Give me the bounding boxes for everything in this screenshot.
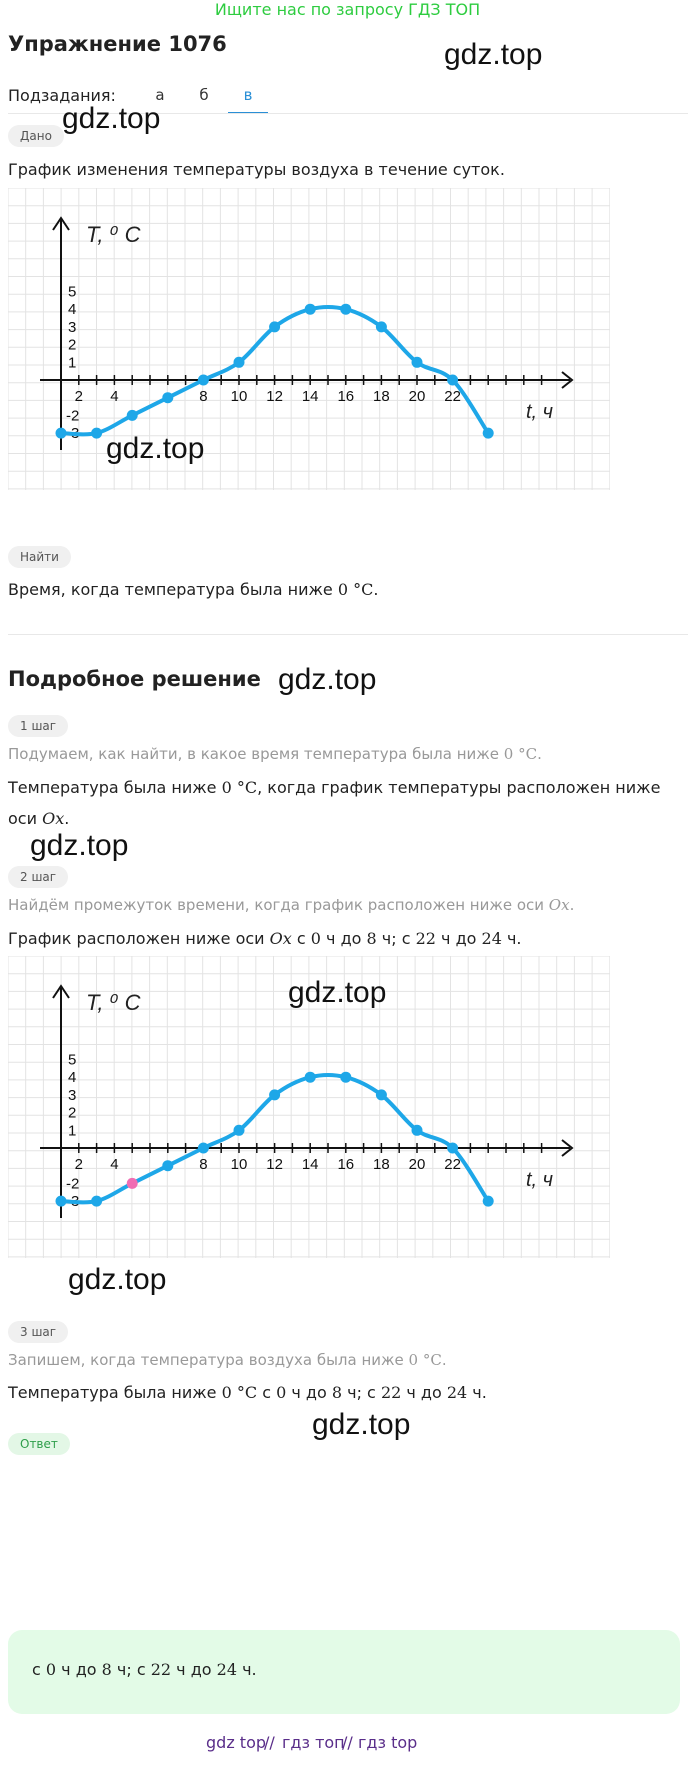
x-tick-label: 4 [110, 1156, 119, 1173]
y-axis-label: T, ⁰ C [86, 222, 141, 247]
watermark: gdz.top [62, 102, 161, 135]
x-tick-label: 20 [408, 1156, 426, 1173]
x-tick-label: 8 [199, 1156, 208, 1173]
x-tick-label: 16 [337, 1156, 355, 1173]
x-tick-label: 14 [301, 1156, 319, 1173]
step-2-hint: Найдём промежуток времени, когда график расположен ниже оси Ox. [8, 896, 575, 914]
data-point [447, 1143, 458, 1154]
watermark: gdz.top [106, 432, 205, 465]
x-tick-label: 12 [266, 388, 283, 405]
x-tick-label: 18 [373, 1156, 390, 1173]
data-point [198, 375, 209, 386]
data-point [127, 410, 138, 421]
step-1-body: Температура была ниже 0 °C, когда график температуры расположен ниже [8, 778, 661, 797]
x-tick-label: 12 [266, 1156, 283, 1173]
answer-text: с 0 ч до 8 ч; с 22 ч до 24 ч. [32, 1660, 257, 1679]
data-point [305, 304, 316, 315]
y-tick-label: -2 [66, 1175, 80, 1193]
given-badge: Дано [8, 125, 64, 147]
step-1-hint: Подумаем, как найти, в какое время температура была ниже 0 °C. [8, 745, 542, 763]
search-banner[interactable]: Ищите нас по запросу ГДЗ ТОП [214, 0, 481, 19]
watermark: gdz.top [278, 663, 377, 696]
x-tick-label: 14 [301, 388, 319, 405]
subtask-tab-b[interactable]: б [199, 86, 209, 104]
subtasks-label: Подзадания: [8, 86, 116, 105]
x-tick-label: 2 [74, 1156, 83, 1173]
data-point [234, 1125, 245, 1136]
footer-link[interactable]: гдз top [358, 1733, 418, 1752]
y-tick-label: 2 [68, 336, 77, 354]
answer-badge: Ответ [8, 1433, 70, 1455]
data-point [305, 1072, 316, 1083]
x-tick-label: 20 [408, 388, 426, 405]
y-tick-label: 3 [68, 318, 77, 336]
find-badge: Найти [8, 546, 71, 568]
data-point [483, 428, 494, 439]
x-tick-label: 18 [373, 388, 390, 405]
solution-heading: Подробное решение [8, 667, 261, 691]
divider [8, 634, 688, 635]
step-3-body: Температура была ниже 0 °C с 0 ч до 8 ч; с 22 ч до 24 ч. [8, 1383, 487, 1402]
y-tick-label: 5 [68, 283, 77, 301]
watermark: gdz.top [30, 829, 129, 862]
x-tick-label: 2 [74, 388, 83, 405]
step-3-badge: 3 шаг [8, 1321, 68, 1343]
x-tick-label: 10 [230, 1156, 248, 1173]
footer-separator: // [342, 1733, 353, 1752]
data-point [340, 1072, 351, 1083]
step-2-body: График расположен ниже оси Ox с 0 ч до 8 ч; с 22 ч до 24 ч. [8, 929, 522, 948]
x-tick-label: 16 [337, 388, 355, 405]
data-point [269, 321, 280, 332]
temperature-chart [8, 188, 610, 490]
watermark: gdz.top [288, 976, 387, 1009]
data-point [483, 1196, 494, 1207]
x-tick-label: 4 [110, 388, 119, 405]
page-title: Упражнение 1076 [8, 32, 227, 56]
step-1-badge: 1 шаг [8, 715, 68, 737]
x-tick-label: 22 [444, 388, 461, 405]
data-point [447, 375, 458, 386]
data-point [91, 1196, 102, 1207]
watermark: gdz.top [68, 1263, 167, 1296]
find-text: Время, когда температура была ниже 0 °C. [8, 580, 379, 599]
step-1-body-cont: оси Ox. [8, 809, 70, 828]
watermark: gdz.top [312, 1408, 411, 1441]
y-tick-label: 2 [68, 1104, 77, 1122]
y-tick-label: -3 [66, 425, 80, 443]
footer-link[interactable]: гдз топ [282, 1733, 345, 1752]
y-axis-label: T, ⁰ C [86, 990, 141, 1015]
highlight-point [127, 1178, 138, 1189]
subtask-tab-a[interactable]: а [155, 86, 165, 104]
data-point [198, 1143, 209, 1154]
x-axis-label: t, ч [526, 401, 554, 423]
data-point [340, 304, 351, 315]
y-tick-label: 1 [68, 354, 77, 372]
y-tick-label: 4 [68, 301, 77, 319]
data-point [269, 1089, 280, 1100]
y-tick-label: 5 [68, 1051, 77, 1069]
watermark: gdz.top [444, 38, 543, 71]
data-point [91, 428, 102, 439]
data-point [376, 321, 387, 332]
data-point [234, 357, 245, 368]
data-point [56, 428, 67, 439]
subtask-tab-v[interactable]: в [243, 86, 253, 104]
x-tick-label: 8 [199, 388, 208, 405]
data-point [162, 392, 173, 403]
y-tick-label: 4 [68, 1069, 77, 1087]
step-2-badge: 2 шаг [8, 866, 68, 888]
data-point [412, 357, 423, 368]
y-tick-label: -2 [66, 407, 80, 425]
x-axis-label: t, ч [526, 1169, 554, 1191]
footer-separator: // [264, 1733, 275, 1752]
given-text: График изменения температуры воздуха в течение суток. [8, 160, 505, 179]
y-tick-label: 1 [68, 1122, 77, 1140]
data-point [412, 1125, 423, 1136]
step-3-hint: Запишем, когда температура воздуха была ниже 0 °C. [8, 1351, 447, 1369]
y-tick-label: -3 [66, 1193, 80, 1211]
footer-link[interactable]: gdz top [206, 1733, 267, 1752]
data-point [376, 1089, 387, 1100]
y-tick-label: 3 [68, 1086, 77, 1104]
data-point [56, 1196, 67, 1207]
data-point [162, 1160, 173, 1171]
x-tick-label: 22 [444, 1156, 461, 1173]
x-tick-label: 10 [230, 388, 248, 405]
